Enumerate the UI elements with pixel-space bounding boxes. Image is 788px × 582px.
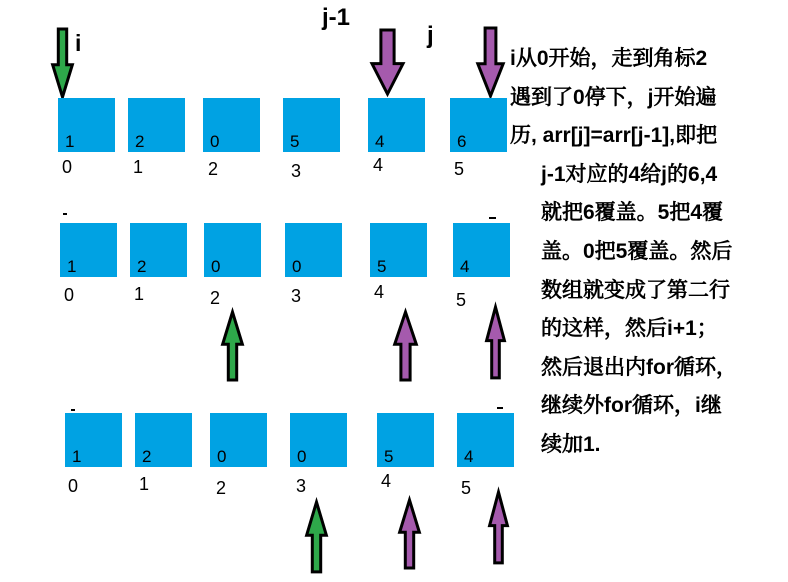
stray-mark (489, 217, 496, 219)
array-cell (65, 413, 122, 467)
cell-value: 4 (460, 257, 470, 276)
array-cell (453, 223, 510, 277)
cell-index: 5 (461, 478, 472, 498)
explanation-line: 继续外for循环，i继 (541, 394, 722, 418)
explanation-text (510, 40, 788, 465)
cell-value: 6 (457, 132, 467, 151)
purple-up-arrow-icon (489, 491, 508, 564)
cell-value: 5 (290, 132, 300, 151)
explanation-line: 然后退出内for循环， (541, 355, 737, 379)
purple-up-arrow-icon (399, 499, 420, 569)
i-down-arrow-icon (52, 28, 73, 98)
array-cell (203, 98, 260, 152)
cell-value: 5 (384, 447, 394, 466)
cell-index: 1 (134, 284, 145, 304)
cell-value: 0 (292, 257, 302, 276)
cell-index: 2 (208, 159, 219, 179)
cell-index: 2 (210, 288, 221, 308)
cell-index: 4 (381, 471, 392, 491)
j-down-arrow-icon (477, 27, 504, 97)
cell-index: 3 (291, 161, 302, 181)
cell-value: 2 (137, 257, 147, 276)
explanation-line: 历, arr[j]=arr[j-1],即把 (510, 124, 718, 148)
cell-value: 5 (377, 257, 387, 276)
cell-index: 5 (456, 290, 467, 310)
array-cell (283, 98, 340, 152)
purple-up-arrow-icon (394, 311, 417, 381)
cell-index: 4 (374, 282, 385, 302)
cell-index: 0 (62, 157, 73, 177)
array-cell (377, 413, 434, 467)
cell-value: 1 (67, 257, 77, 276)
cell-index: 3 (291, 286, 302, 306)
array-cell (128, 98, 185, 152)
explanation-line: 盖。0把5覆盖。然后 (541, 239, 733, 263)
cell-value: 0 (211, 257, 221, 276)
green-up-arrow-icon (222, 311, 243, 381)
explanation-line: 的这样，然后i+1； (541, 317, 718, 341)
cell-index: 1 (133, 157, 144, 177)
explanation-line: 数组就变成了第二行 (541, 278, 730, 302)
array-cell (368, 98, 425, 152)
cell-index: 4 (373, 155, 384, 175)
cell-index: 0 (68, 476, 79, 496)
array-cell (290, 413, 347, 467)
cell-index: 3 (296, 476, 307, 496)
cell-value: 0 (210, 132, 220, 151)
array-cell (285, 223, 342, 277)
cell-index: 0 (64, 285, 75, 305)
stray-mark (497, 407, 503, 409)
cell-index: 1 (139, 474, 150, 494)
cell-value: 1 (65, 132, 75, 151)
cell-value: 4 (375, 132, 385, 151)
array-cell (130, 223, 187, 277)
array-cell (58, 98, 115, 152)
array-cell (204, 223, 261, 277)
cell-index: 5 (454, 159, 465, 179)
cell-value: 1 (72, 447, 82, 466)
j-1-down-arrow-icon (371, 29, 404, 95)
cell-value: 2 (142, 447, 152, 466)
purple-up-arrow-icon (486, 306, 505, 379)
explanation-line: i从0开始，走到角标2 (510, 47, 708, 70)
array-cell (135, 413, 192, 467)
array-cell (450, 98, 507, 152)
explanation-line: 遇到了0停下，j开始遍 (510, 85, 717, 109)
array-cell (457, 413, 514, 467)
j-minus-1-pointer-label: j-1 (322, 4, 351, 31)
stray-mark (71, 409, 75, 411)
green-up-arrow-icon (306, 501, 327, 573)
array-cell (210, 413, 267, 467)
explanation-line: j-1对应的4给j的6,4 (541, 162, 718, 186)
i-pointer-label: i (75, 30, 82, 56)
cell-value: 4 (464, 447, 474, 466)
explanation-line: 就把6覆盖。5把4覆 (541, 201, 724, 225)
explanation-line: 续加1. (541, 432, 601, 456)
cell-value: 0 (217, 447, 227, 466)
cell-value: 2 (135, 132, 145, 151)
stray-mark (63, 213, 67, 215)
j-pointer-label: j (427, 22, 434, 49)
cell-index: 2 (216, 478, 227, 498)
cell-value: 0 (297, 447, 307, 466)
array-cell (370, 223, 427, 277)
array-cell (60, 223, 117, 277)
